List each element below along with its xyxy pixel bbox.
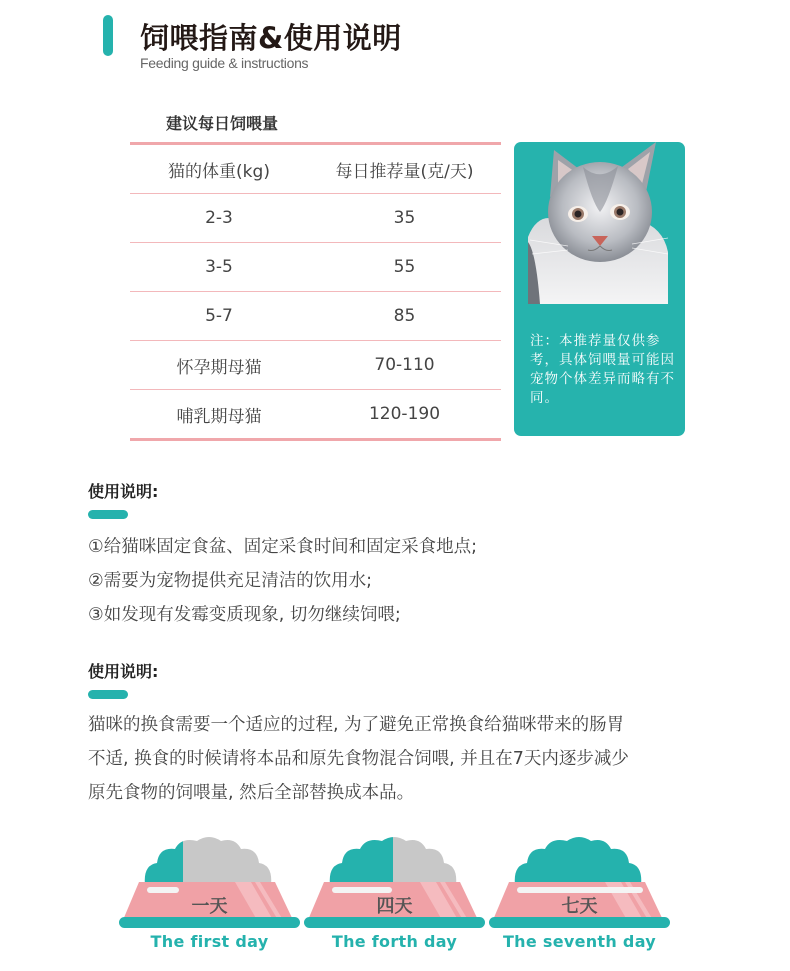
table-row [130,390,501,438]
transition-paragraph [88,708,718,810]
page-title: 饲喂指南&使用说明 [140,21,402,55]
day-label: The first day [150,932,269,951]
column-header-weight: 猫的体重(kg) [168,161,270,182]
table-row [130,292,501,340]
table-row [130,194,501,242]
weight-cell: 5-7 [205,306,233,326]
weight-cell: 3-5 [205,257,233,277]
paragraph-line-3: 原先食物的饲喂量, 然后全部替换成本品。 [88,783,415,803]
instruction-item-2: ②需要为宠物提供充足清洁的饮用水; [88,571,373,591]
paragraph-line-2: 不适, 换食的时候请将本品和原先食物混合饲喂, 并且在7天内逐步减少 [88,749,629,769]
section-accent-bar [88,510,128,519]
amount-cell: 85 [393,306,416,326]
day-label: The forth day [331,932,458,951]
note-text: 注：本推荐量仅供参考，具体饲喂量可能因宠物个体差异而略有不同。 [530,333,675,406]
note-card [514,142,685,436]
feeding-table [130,142,501,441]
amount-cell: 55 [393,257,416,277]
paragraph-line-1: 猫咪的换食需要一个适应的过程, 为了避免正常换食给猫咪带来的肠胃 [88,715,625,735]
weight-cell: 怀孕期母猫 [176,357,262,378]
section-title-food-transition: 使用说明: [88,662,159,681]
bowl-label: 四天 [376,896,413,917]
cat-photo [528,142,668,304]
column-header-amount: 每日推荐量(克/天) [335,161,474,182]
table-row [130,341,501,389]
bowl-label: 一天 [191,896,228,917]
bowl-day-7 [487,835,672,965]
table-caption: 建议每日饲喂量 [166,114,279,133]
amount-cell: 70-110 [374,355,435,375]
table-bottom-rule [130,438,501,441]
bowl-day-4 [302,835,487,965]
day-label: The seventh day [502,932,657,951]
amount-cell: 35 [393,208,416,228]
bowl-label: 七天 [561,896,598,917]
instruction-item-3: ③如发现有发霉变质现象, 切勿继续饲喂; [88,605,401,625]
weight-cell: 2-3 [205,208,233,228]
bowl-day-1 [117,835,302,965]
table-row [130,243,501,291]
weight-cell: 哺乳期母猫 [176,406,262,427]
title-accent-bar [103,15,113,56]
section-title-instructions: 使用说明: [88,482,159,501]
section-accent-bar [88,690,128,699]
amount-cell: 120-190 [368,404,441,424]
table-header-row [130,145,501,193]
instruction-item-1: ①给猫咪固定食盆、固定采食时间和固定采食地点; [88,537,478,557]
page-subtitle: Feeding guide & instructions [140,55,309,71]
